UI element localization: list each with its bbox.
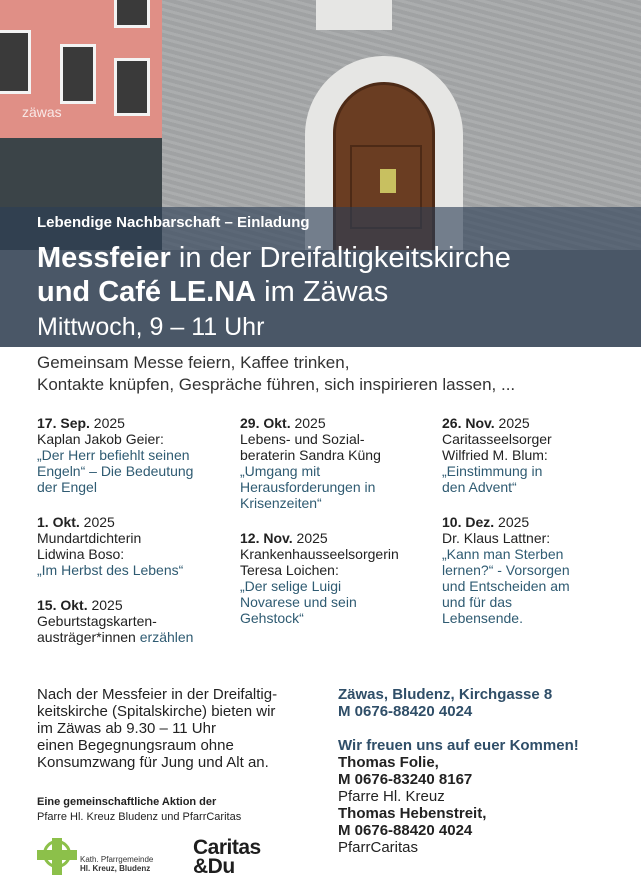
building-window [114, 58, 150, 116]
event-date-year: 2025 [494, 514, 530, 530]
event-date [240, 415, 430, 431]
building-window [60, 44, 96, 104]
event-speaker: Kaplan Jakob Geier: [37, 431, 164, 447]
pfarre-cross-logo-icon [37, 838, 77, 875]
venue-address: Zäwas, Bludenz, Kirchgasse 8 [338, 686, 553, 703]
event-item [240, 415, 430, 511]
pfarre-logo-text [80, 855, 153, 873]
event-speaker [37, 613, 227, 645]
intro-line-2: Kontakte knüpfen, Gespräche führen, sich inspirieren lassen, ... [37, 375, 516, 394]
pfarre-logo-line-2: Hl. Kreuz, Bludenz [80, 864, 151, 873]
event-speaker: Dr. Klaus Lattner: [442, 530, 551, 546]
joint-action [37, 795, 241, 825]
contact-block [338, 686, 628, 856]
event-date-year: 2025 [89, 415, 125, 431]
event-date-day: 26. Nov. [442, 415, 495, 431]
event-date-day: 12. Nov. [240, 530, 293, 546]
contact-1-org: Pfarre Hl. Kreuz [338, 788, 445, 805]
event-topic: „Einstimmung in den Advent“ [442, 463, 543, 495]
contact-2-org: PfarrCaritas [338, 839, 419, 856]
joint-action-title: Eine gemeinschaftliche Aktion der [37, 796, 217, 808]
event-topic: „Im Herbst des Lebens“ [37, 562, 184, 578]
events-column-1 [37, 415, 227, 664]
title-line-2-rest: im Zäwas [256, 276, 389, 308]
venue-phone: M 0676-88420 4024 [338, 703, 473, 720]
event-item [442, 415, 632, 495]
contact-1-phone: M 0676-83240 8167 [338, 771, 473, 788]
event-speaker: Caritasseelsorger Wilfried M. Blum: [442, 431, 552, 463]
event-date-year: 2025 [290, 415, 326, 431]
title-line-1 [37, 241, 511, 275]
event-date-year: 2025 [87, 597, 123, 613]
event-date-year: 2025 [292, 530, 328, 546]
event-speaker: Krankenhausseelsorgerin Teresa Loichen: [240, 546, 399, 578]
event-time: Mittwoch, 9 – 11 Uhr [37, 313, 265, 341]
event-topic: „Umgang mit Herausforderungen in Krisenzeiten“ [240, 463, 376, 511]
event-item [37, 597, 227, 645]
pfarre-logo-line-1: Kath. Pfarrgemeinde [80, 855, 154, 864]
event-speaker: Lebens- und Sozial- beraterin Sandra Küng [240, 431, 381, 463]
event-date [442, 514, 632, 530]
event-item [240, 530, 430, 626]
spacer [338, 720, 628, 737]
event-date [37, 597, 227, 613]
door-notice [380, 169, 396, 193]
event-date [442, 415, 632, 431]
event-date-year: 2025 [79, 514, 115, 530]
event-date-day: 1. Okt. [37, 514, 80, 530]
title-line-1-rest: in der Dreifaltigkeitskirche [170, 242, 511, 274]
event-topic: „Der selige Luigi Novarese und sein Gehstock“ [240, 578, 357, 626]
caritas-logo-line-1: Caritas [193, 836, 261, 859]
event-date-day: 17. Sep. [37, 415, 90, 431]
event-date [37, 415, 227, 431]
event-topic: „Der Herr befiehlt seinen Engeln“ – Die Bedeutung der Engel [37, 447, 194, 495]
caritas-logo [193, 838, 261, 876]
caritas-logo-line-2: &Du [193, 855, 235, 878]
welcome-line: Wir freuen uns auf euer Kommen! [338, 737, 579, 754]
contact-2-phone: M 0676-88420 4024 [338, 822, 473, 839]
event-speaker: Mundartdichterin Lidwina Boso: [37, 530, 142, 562]
intro-line-1: Gemeinsam Messe feiern, Kaffee trinken, [37, 353, 350, 372]
event-topic: „Kann man Sterben lernen?“ - Vorsorgen und Entscheiden am und für das Lebensende. [442, 546, 570, 626]
after-mass-text: Nach der Messfeier in der Dreifaltig- keitskirche (Spitalskirche) bieten wir im Zäwas ab 9.30 – 11 Uhr einen Begegnungsraum ohne Konsumzwang für Jung und Alt an. [37, 686, 278, 771]
kicker: Lebendige Nachbarschaft – Einladung [37, 214, 310, 231]
event-date [37, 514, 227, 530]
title-line-2-bold: und Café LE.NA [37, 276, 257, 308]
event-date-day: 15. Okt. [37, 597, 88, 613]
contact-1-name: Thomas Folie, [338, 754, 439, 771]
events-column-3 [442, 415, 632, 645]
event-item [37, 415, 227, 495]
title-line-1-bold: Messfeier [37, 242, 171, 274]
event-date-year: 2025 [494, 415, 530, 431]
title-line-2 [37, 275, 388, 309]
event-item [442, 514, 632, 626]
church-window [316, 0, 392, 30]
event-date [240, 530, 430, 546]
event-date-day: 10. Dez. [442, 514, 495, 530]
event-item [37, 514, 227, 578]
event-topic: erzählen [139, 629, 194, 645]
contact-2-name: Thomas Hebenstreit, [338, 805, 487, 822]
event-date-day: 29. Okt. [240, 415, 291, 431]
event-speaker-text: Geburtstagskarten- austräger*innen [37, 613, 157, 645]
building-window [114, 0, 150, 28]
building-window [0, 30, 31, 94]
joint-action-partners: Pfarre Hl. Kreuz Bludenz und PfarrCaritas [37, 811, 242, 823]
events-column-2 [240, 415, 430, 645]
shop-sign: zäwas [22, 104, 62, 120]
